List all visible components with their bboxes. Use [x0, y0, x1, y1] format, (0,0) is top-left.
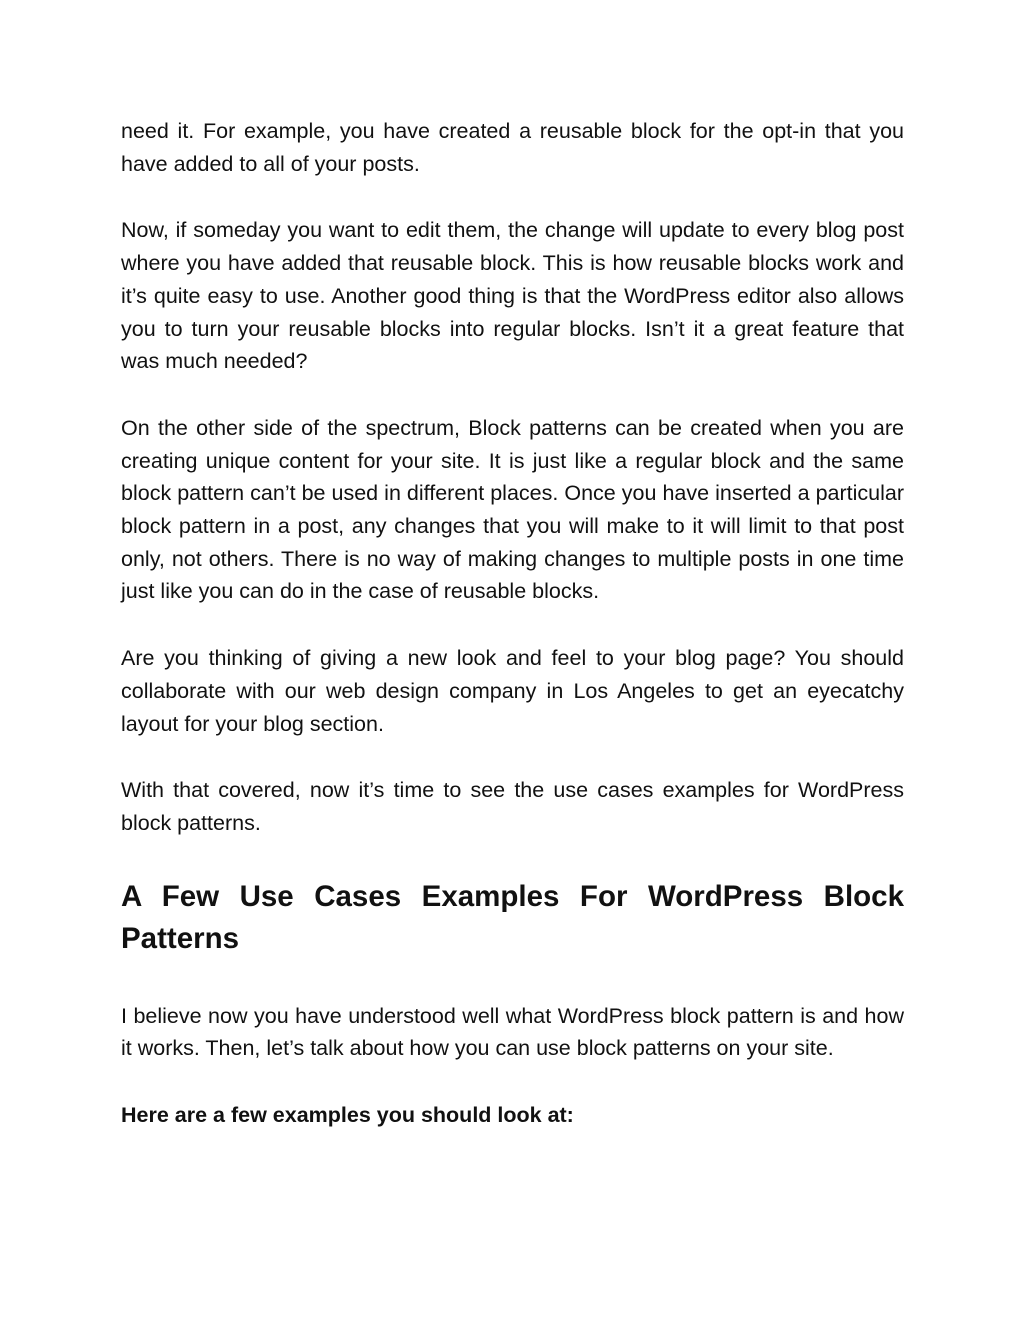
- examples-lead-in: Here are a few examples you should look at:: [121, 1103, 574, 1128]
- section-heading: A Few Use Cases Examples For WordPress Block Patterns: [121, 879, 904, 955]
- paragraph-use-cases-intro: I believe now you have understood well what WordPress block pattern is and how it works. Then, let’s talk about how you can use block patterns on your site.: [121, 1003, 904, 1061]
- paragraph-block-patterns: On the other side of the spectrum, Block patterns can be created when you are creating unique content for your site. It is just like a regular block and the same block pattern can’t be used in different places. Once you have inserted a particular block pattern in a post, any changes that you will make to it will limit to that post only, not others. There is no way of making changes to multiple posts in one time just like you can do in the case of reusable blocks.: [121, 415, 904, 604]
- paragraph-web-design-promo: Are you thinking of giving a new look and feel to your blog page? You should collaborate with our web design company in Los Angeles to get an eyecatchy layout for your blog section.: [121, 646, 904, 736]
- paragraph-reusable-block-edit: Now, if someday you want to edit them, the change will update to every blog post where you have added that reusable block. This is how reusable blocks work and it’s quite easy to use. Another good thing is that the WordPress editor also allows you to turn your reusable blocks into regular blocks. Isn’t it a great feature that was much needed?: [121, 218, 904, 374]
- paragraph-reusable-block-intro: need it. For example, you have created a reusable block for the opt-in that you have added to all of your posts.: [121, 119, 904, 176]
- paragraph-transition: With that covered, now it’s time to see the use cases examples for WordPress block patterns.: [121, 778, 904, 835]
- document-page: [121, 115, 904, 1132]
